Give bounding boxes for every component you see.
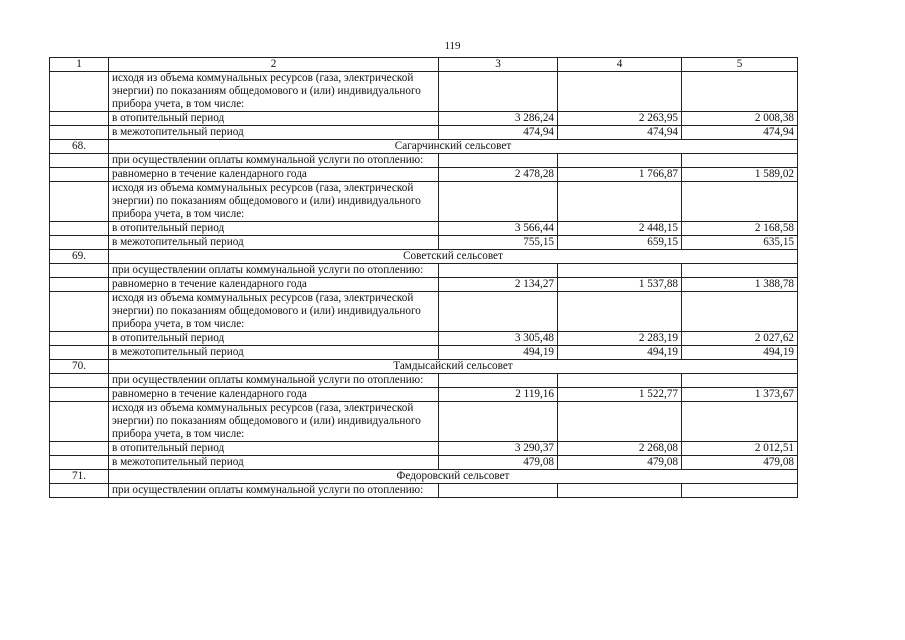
table-row [50,332,798,346]
value-col-3: 3 566,44 [439,222,558,236]
row-number-cell [50,346,109,360]
row-label: в отопительный период [109,112,439,126]
empty-col-4 [558,72,682,112]
row-number-cell [50,402,109,442]
section-row [50,140,798,154]
value-col-5: 479,08 [682,456,798,470]
value-col-4: 2 448,15 [558,222,682,236]
value-col-3: 494,19 [439,346,558,360]
value-col-4: 1 766,87 [558,168,682,182]
section-number: 71. [50,470,109,484]
row-number-cell [50,222,109,236]
row-label: при осуществлении оплаты коммунальной услуги по отоплению: [109,154,439,168]
row-label: в межотопительный период [109,126,439,140]
table-row [50,374,798,388]
table-row [50,292,798,332]
row-number-cell [50,182,109,222]
empty-col-5 [682,402,798,442]
empty-col-4 [558,154,682,168]
empty-col-4 [558,402,682,442]
value-col-3: 479,08 [439,456,558,470]
table-row [50,126,798,140]
table-row [50,402,798,442]
empty-col-5 [682,484,798,498]
section-title: Федоровский сельсовет [109,470,798,484]
empty-col-5 [682,182,798,222]
tariff-table [49,57,798,498]
empty-col-3 [439,154,558,168]
empty-col-4 [558,182,682,222]
row-label: в отопительный период [109,442,439,456]
row-label: в межотопительный период [109,346,439,360]
table-row [50,72,798,112]
row-number-cell [50,456,109,470]
empty-col-5 [682,292,798,332]
value-col-4: 474,94 [558,126,682,140]
table-row [50,484,798,498]
value-col-3: 3 290,37 [439,442,558,456]
value-col-3: 755,15 [439,236,558,250]
empty-col-3 [439,182,558,222]
value-col-3: 3 286,24 [439,112,558,126]
row-label: равномерно в течение календарного года [109,388,439,402]
table-row [50,456,798,470]
section-number: 68. [50,140,109,154]
value-col-4: 479,08 [558,456,682,470]
row-number-cell [50,236,109,250]
value-col-5: 2 012,51 [682,442,798,456]
row-number-cell [50,332,109,346]
value-col-5: 1 373,67 [682,388,798,402]
table-row [50,264,798,278]
value-col-4: 659,15 [558,236,682,250]
value-col-5: 494,19 [682,346,798,360]
empty-col-3 [439,292,558,332]
value-col-4: 2 263,95 [558,112,682,126]
table-row [50,154,798,168]
header-row [50,58,798,72]
value-col-5: 1 388,78 [682,278,798,292]
value-col-3: 3 305,48 [439,332,558,346]
empty-col-3 [439,402,558,442]
row-number-cell [50,168,109,182]
empty-col-4 [558,264,682,278]
header-col-5: 5 [682,58,798,72]
value-col-3: 2 119,16 [439,388,558,402]
table-row [50,388,798,402]
value-col-5: 2 027,62 [682,332,798,346]
header-col-1: 1 [50,58,109,72]
row-label: в межотопительный период [109,456,439,470]
table-row [50,182,798,222]
value-col-4: 494,19 [558,346,682,360]
row-number-cell [50,126,109,140]
header-col-3: 3 [439,58,558,72]
header-col-2: 2 [109,58,439,72]
section-title: Тамдысайский сельсовет [109,360,798,374]
empty-col-5 [682,374,798,388]
row-number-cell [50,72,109,112]
empty-col-3 [439,72,558,112]
section-row [50,360,798,374]
value-col-3: 2 478,28 [439,168,558,182]
row-label: исходя из объема коммунальных ресурсов (газа, электрической энергии) по показаниям общедомового и (или) индивидуального прибора учета, в том числе: [109,182,439,222]
value-col-5: 2 008,38 [682,112,798,126]
row-label: в межотопительный период [109,236,439,250]
value-col-5: 2 168,58 [682,222,798,236]
value-col-3: 2 134,27 [439,278,558,292]
row-label: исходя из объема коммунальных ресурсов (газа, электрической энергии) по показаниям общедомового и (или) индивидуального прибора учета, в том числе: [109,72,439,112]
empty-col-3 [439,264,558,278]
header-col-4: 4 [558,58,682,72]
section-title: Советский сельсовет [109,250,798,264]
row-label: при осуществлении оплаты коммунальной услуги по отоплению: [109,374,439,388]
empty-col-4 [558,374,682,388]
table-row [50,222,798,236]
table-row [50,278,798,292]
row-number-cell [50,374,109,388]
empty-col-4 [558,484,682,498]
row-number-cell [50,442,109,456]
section-number: 70. [50,360,109,374]
table-row [50,442,798,456]
row-number-cell [50,388,109,402]
row-number-cell [50,264,109,278]
section-row [50,250,798,264]
empty-col-3 [439,374,558,388]
row-label: исходя из объема коммунальных ресурсов (газа, электрической энергии) по показаниям общедомового и (или) индивидуального прибора учета, в том числе: [109,292,439,332]
table-row [50,112,798,126]
row-label: равномерно в течение календарного года [109,168,439,182]
section-title: Сагарчинский сельсовет [109,140,798,154]
value-col-3: 474,94 [439,126,558,140]
value-col-4: 1 522,77 [558,388,682,402]
row-number-cell [50,112,109,126]
section-number: 69. [50,250,109,264]
row-number-cell [50,278,109,292]
value-col-4: 2 268,08 [558,442,682,456]
table-body [50,58,798,498]
table-row [50,236,798,250]
page-number: 119 [444,40,461,52]
section-row [50,470,798,484]
row-label: в отопительный период [109,222,439,236]
row-label: исходя из объема коммунальных ресурсов (газа, электрической энергии) по показаниям общедомового и (или) индивидуального прибора учета, в том числе: [109,402,439,442]
empty-col-5 [682,264,798,278]
value-col-5: 635,15 [682,236,798,250]
row-label: равномерно в течение календарного года [109,278,439,292]
value-col-5: 1 589,02 [682,168,798,182]
empty-col-3 [439,484,558,498]
row-label: при осуществлении оплаты коммунальной услуги по отоплению: [109,484,439,498]
row-number-cell [50,484,109,498]
table-row [50,168,798,182]
row-label: в отопительный период [109,332,439,346]
row-number-cell [50,154,109,168]
value-col-4: 1 537,88 [558,278,682,292]
row-number-cell [50,292,109,332]
value-col-5: 474,94 [682,126,798,140]
empty-col-5 [682,154,798,168]
row-label: при осуществлении оплаты коммунальной услуги по отоплению: [109,264,439,278]
value-col-4: 2 283,19 [558,332,682,346]
table-row [50,346,798,360]
empty-col-4 [558,292,682,332]
empty-col-5 [682,72,798,112]
